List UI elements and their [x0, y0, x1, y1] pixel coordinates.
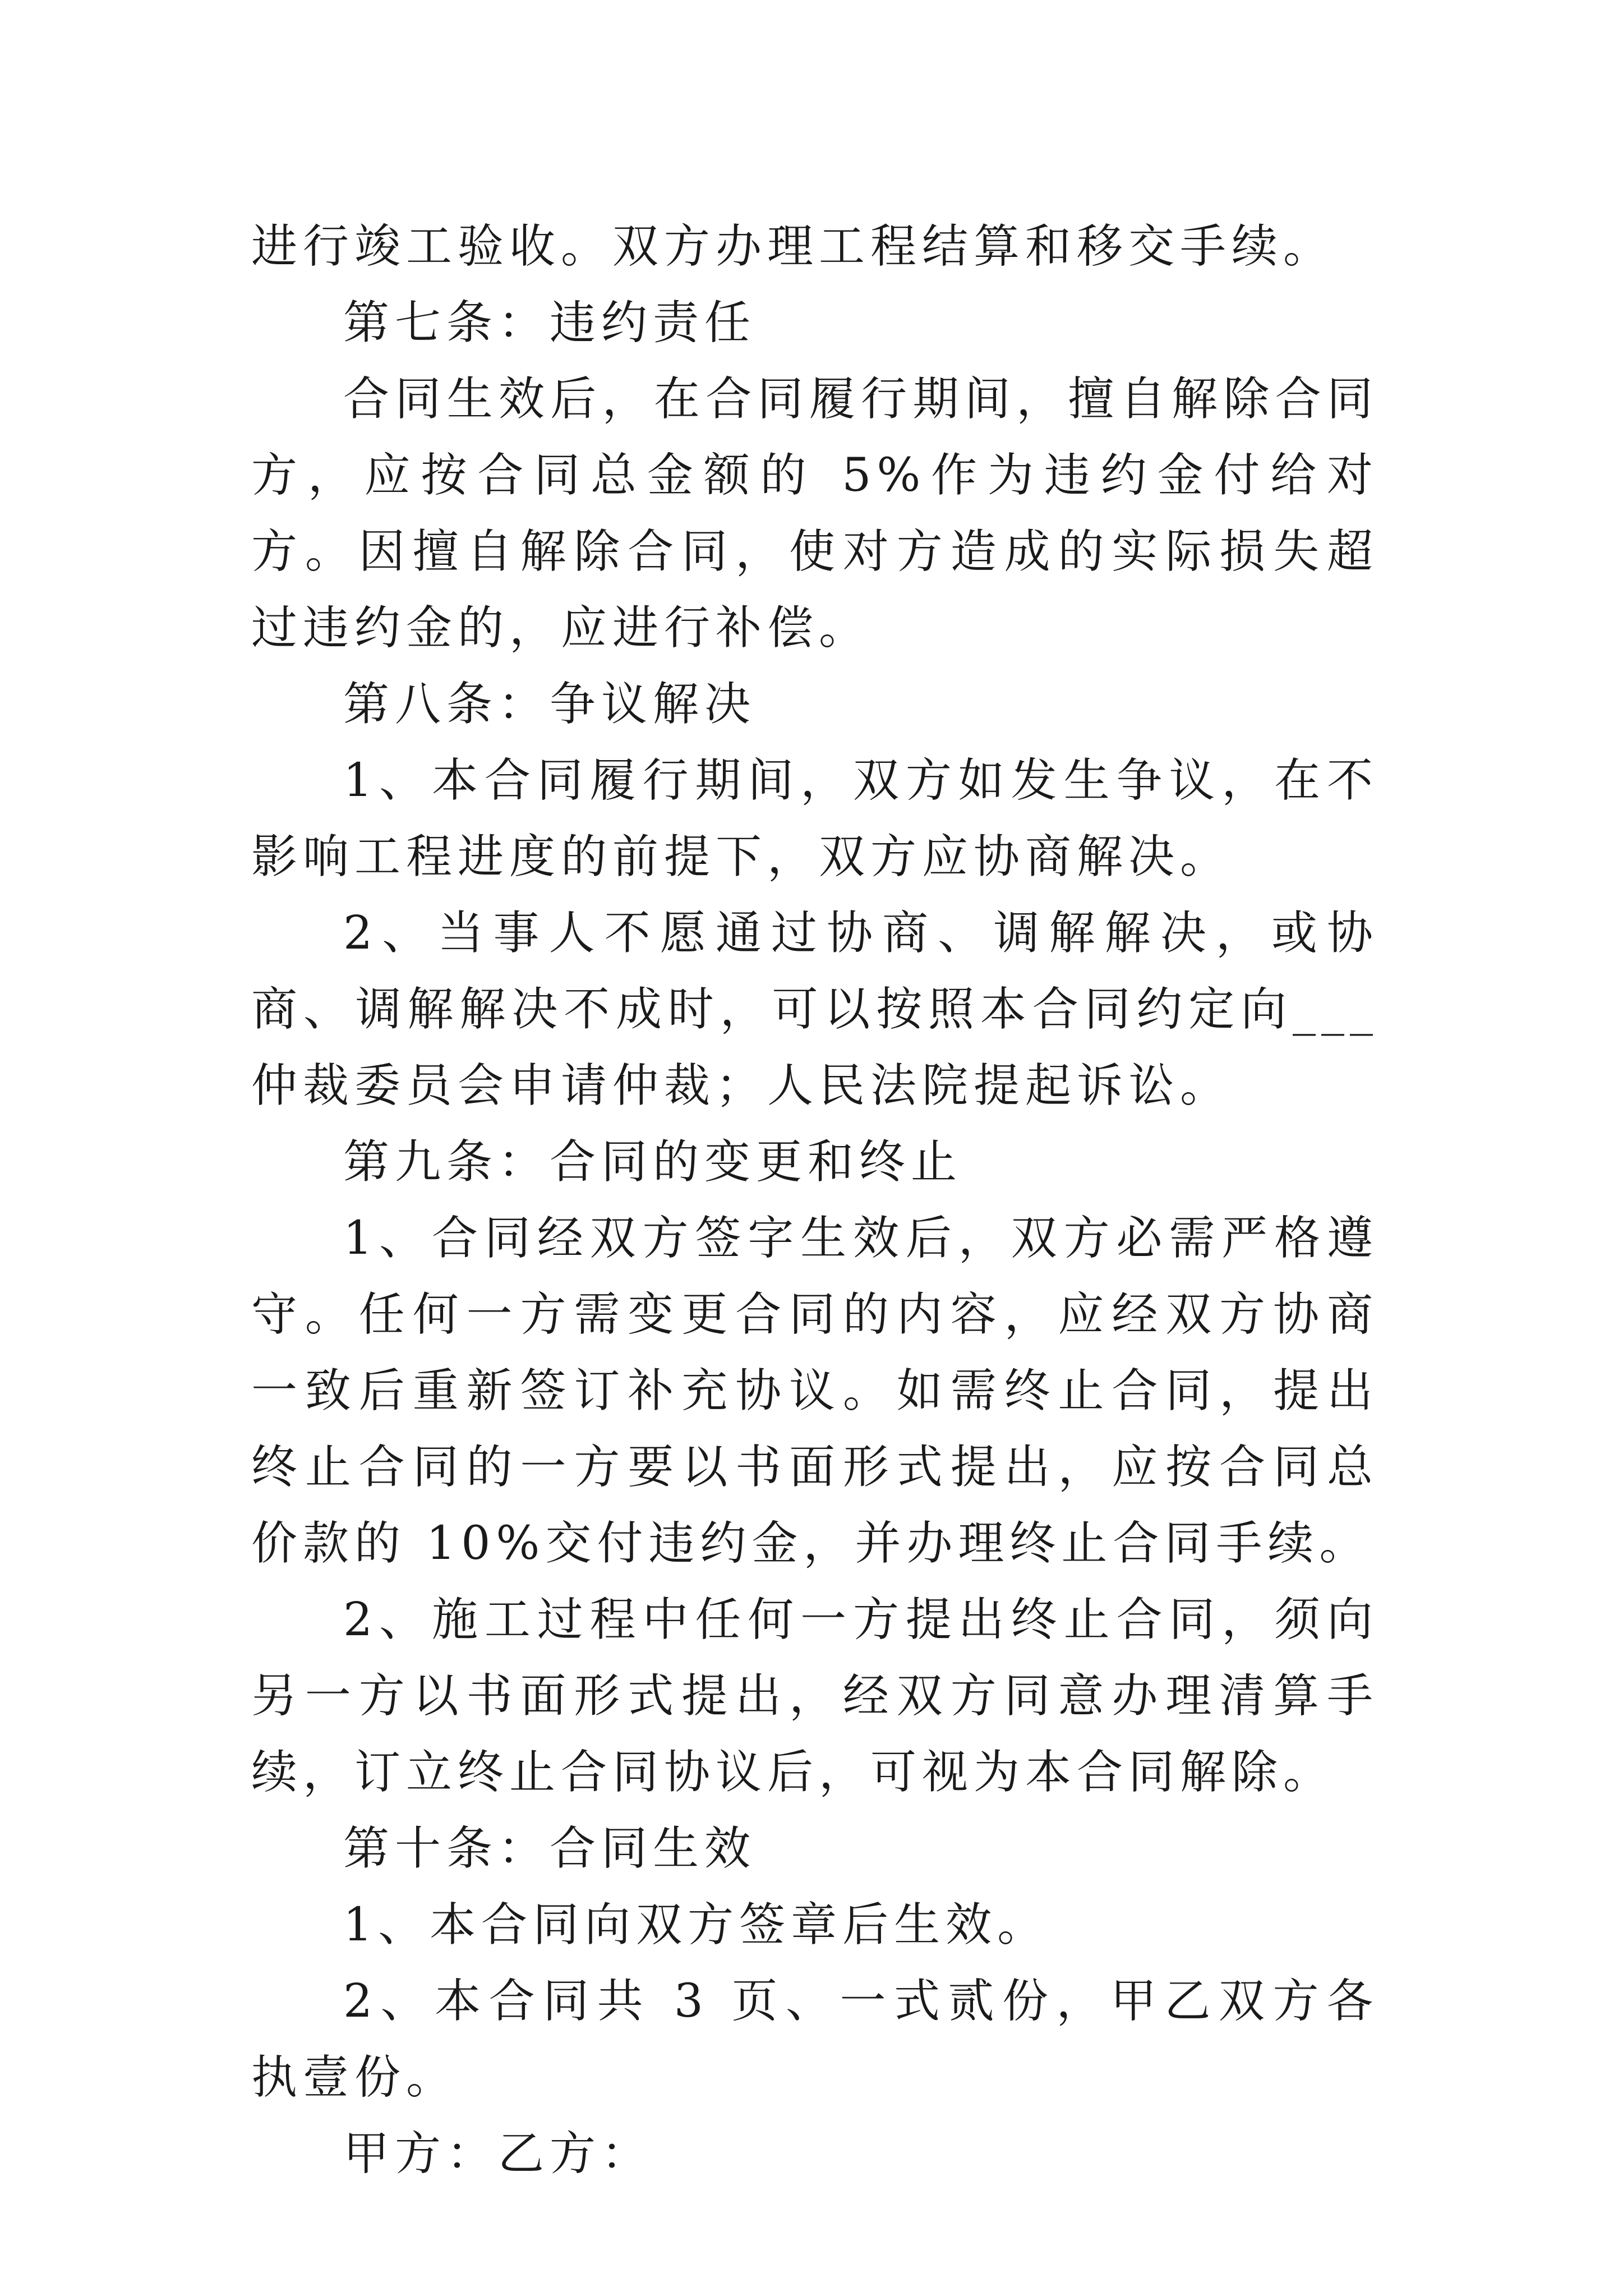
article-10-clause-1: 1、本合同向双方签章后生效。 [343, 1898, 1049, 1952]
signature-line: 甲方：乙方： [343, 2127, 653, 2180]
article-9-heading: 第九条：合同的变更和终止 [343, 1135, 963, 1189]
article-8-clause-1: 1、本合同履行期间，双方如发生争议，在不影响工程进度的前提下，双方应协商解决。 [251, 754, 1378, 884]
article-9-clause-1: 1、合同经双方签字生效后，双方必需严格遵守。任何一方需变更合同的内容，应经双方协商一致后重新签订补充协议。如需终止合同，提出终止合同的一方要以书面形式提出，应按合同总价款的 10%交付违约金，并办理终止合同手续。 [251, 1212, 1378, 1570]
article-10-heading: 第十条：合同生效 [343, 1822, 757, 1875]
continuation-paragraph: 进行竣工验收。双方办理工程结算和移交手续。 [251, 220, 1335, 273]
article-7-paragraph: 合同生效后，在合同履行期间，擅自解除合同方，应按合同总金额的 5%作为违约金付给对方。因擅自解除合同，使对方造成的实际损失超过违约金的，应进行补偿。 [251, 372, 1378, 655]
article-7-heading: 第七条：违约责任 [343, 296, 757, 349]
document-page [251, 209, 1378, 2192]
article-8-clause-2: 2、当事人不愿通过协商、调解解决，或协商、调解解决不成时，可以按照本合同约定向___仲裁委员会申请仲裁；人民法院提起诉讼。 [251, 907, 1378, 1112]
article-10-clause-2: 2、本合同共 3 页、一式贰份，甲乙双方各执壹份。 [251, 1975, 1378, 2104]
article-9-clause-2: 2、施工过程中任何一方提出终止合同，须向另一方以书面形式提出，经双方同意办理清算手续，订立终止合同协议后，可视为本合同解除。 [251, 1593, 1378, 1799]
article-8-heading: 第八条：争议解决 [343, 678, 757, 731]
